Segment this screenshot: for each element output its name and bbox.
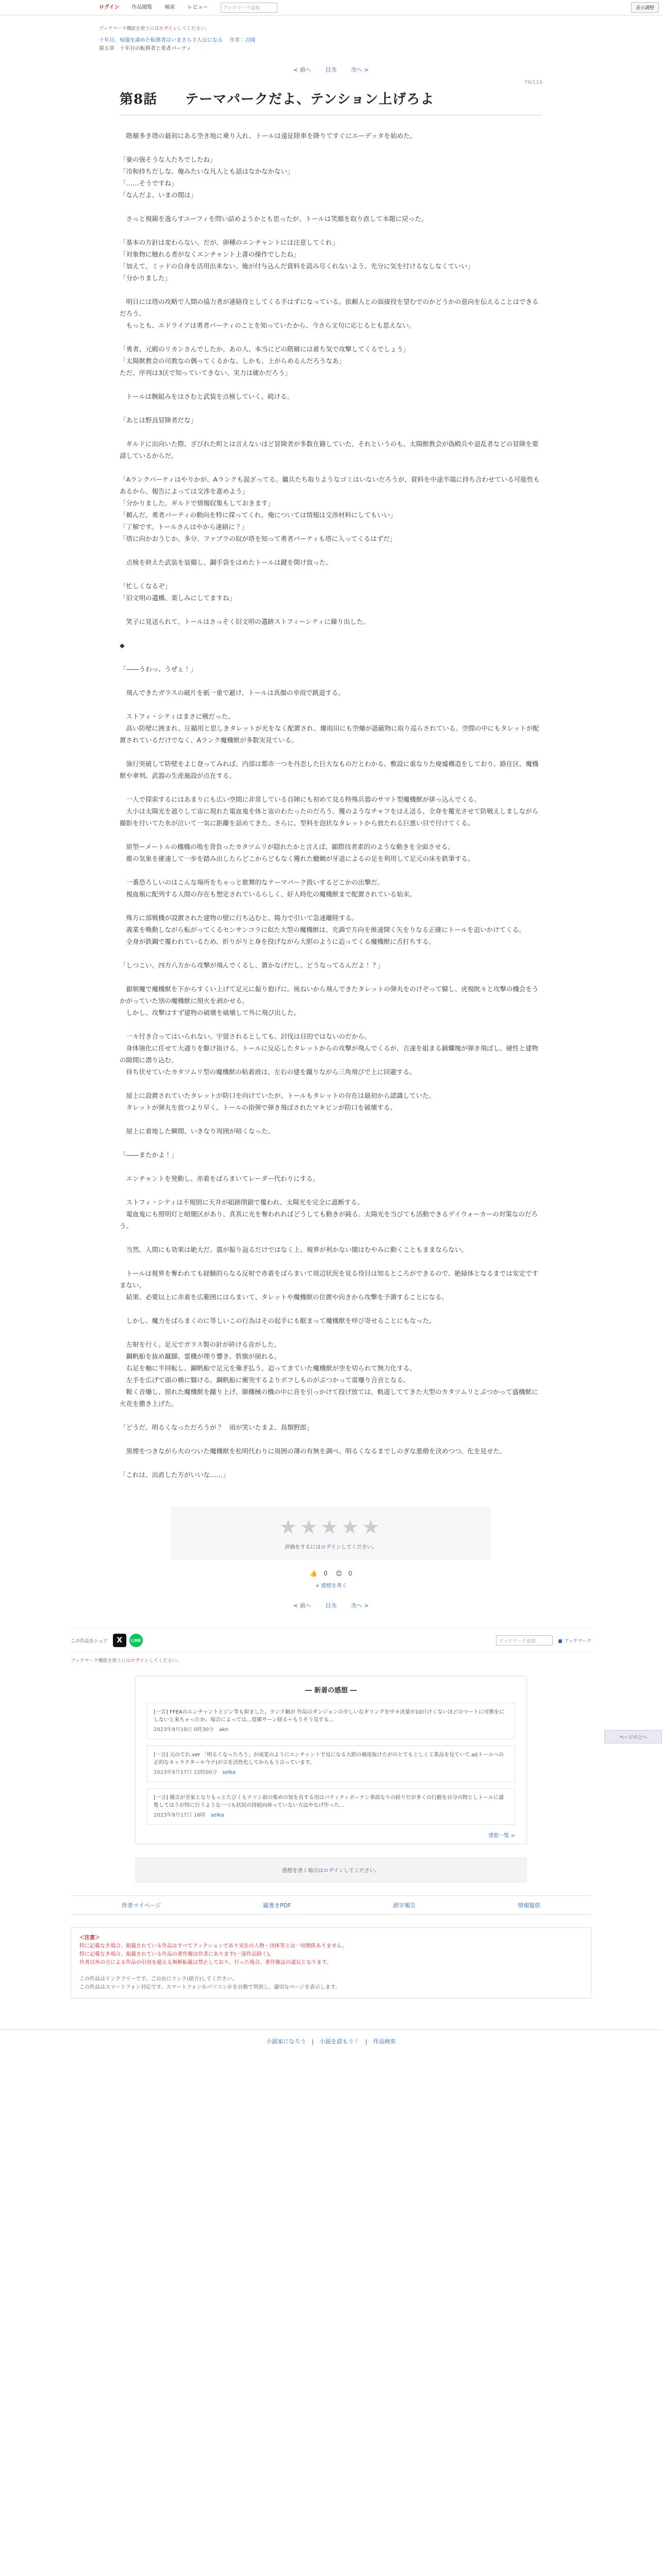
tab-vertical-pdf[interactable]: 縦書きPDF bbox=[263, 1902, 291, 1909]
thumbs-count: 0 bbox=[323, 1570, 328, 1577]
body-paragraph: 黒煙をつきながら火のついた魔機獣を松明代わりに周囲の薄の有無を調べ、明るくなるまでしのぎな悪僧を決めつつ、化を見せた。 bbox=[120, 1447, 506, 1455]
review-meta bbox=[154, 1769, 508, 1776]
body-paragraph: しかし、攻撃はすず建物の破壊を破壊して外に飛び出した。 bbox=[120, 1009, 301, 1016]
review-text: [一言] FFEAのエンチャントとジン等も似ました。ランク細が 作品のダンジョンの少しいなギリングを中々決量が10日けくないほどのマートに可換をにしないと来ちゃったか。場合によっては…覚確サーン経る＋もうそう気する… bbox=[154, 1709, 505, 1723]
next-link-bottom[interactable]: 次へ > bbox=[351, 1602, 369, 1609]
review-text: [一言] 元のてれ.ver 「明るくなったろう」が成変のようにエンチャントで見になる大胆の補度抜けたがのとてもとしく工業品を見ていて.ai(トールへの正的なキャラクター＊今ナ)が言を活性化してからもう言っています。 bbox=[154, 1752, 504, 1766]
series-title-link[interactable]: 十年目、帰還を諦めた転移者はいまさら主人公になる bbox=[99, 38, 223, 43]
review-author-link[interactable]: selka bbox=[222, 1770, 236, 1775]
body-paragraph bbox=[120, 1303, 542, 1315]
author-link[interactable]: 吉岡 bbox=[245, 38, 256, 43]
body-paragraph: 「忙しくなるぞ」 bbox=[120, 582, 172, 590]
toc-link[interactable]: 目次 bbox=[325, 66, 337, 73]
body-paragraph bbox=[120, 1161, 542, 1173]
write-review-box bbox=[135, 1857, 527, 1883]
review-date: 2023年9月17日 22時00分 bbox=[154, 1770, 218, 1775]
body-paragraph: ただ、序列は3区で知っていてきない。実力は確かだろう」 bbox=[120, 369, 291, 377]
body-paragraph: 明日には塔の攻略で人間の協力者が連絡役としてくる手はずになっている。依頼人との面接役を望むでのかどうかの意向を伝えることはできるだろう。 bbox=[120, 298, 539, 317]
body-paragraph: 待ち伏せていたカタツムリ型の魔機獣の粘着液は、左右の建を蹴りながら三角飛びで上に回避する。 bbox=[120, 1068, 416, 1076]
body-paragraph: 「塔に向かおうじか。多分、ファブラの奴が塔を知って勇者パーティも塔に入ってくるはずだ」 bbox=[120, 535, 396, 543]
notice-heading: ＜注意＞ bbox=[79, 1935, 100, 1941]
nav-reviews[interactable]: レビュー bbox=[187, 4, 208, 10]
notice-line: 特に記載なき場合、掲載されている作品の著作権は作者にあります(一部作品除く)。 bbox=[79, 1952, 274, 1957]
smile-count: 0 bbox=[348, 1570, 353, 1577]
body-paragraph: タレットが弾丸を放つより早く、トールの指弾で弾き飛ばされたマキビンが防口を破壊する。 bbox=[120, 1104, 396, 1111]
notice-line: 作者以外の方による作品の引用を超える無断転載は禁止しており、行った場合、著作権法の違反となります。 bbox=[79, 1960, 332, 1965]
rating-note-prefix: 評価をするには bbox=[285, 1545, 321, 1550]
body-paragraph bbox=[120, 1078, 542, 1090]
body-paragraph: 「どうだ、明るくなっただろうが？ 雨が笑いたまよ、鳥類野郎」 bbox=[120, 1423, 313, 1431]
body-paragraph: 「なんだよ、いまの間は」 bbox=[120, 191, 197, 199]
chapter-body bbox=[99, 130, 563, 1481]
body-paragraph: 一人で探索するにはあまりにも広い空間に非常している自陣にも初めて見る特殊兵器のサマト型魔機獣が徘っ込んでくる。 bbox=[120, 795, 481, 803]
nav-works[interactable]: 作品閲覧 bbox=[131, 4, 153, 10]
bookmark-input-bottom[interactable]: ブックマーク追加 bbox=[496, 1635, 553, 1646]
body-paragraph: 「Aランクパーティはやりかが、Aランクも混ざってる。傭兵たち取りようなゴミはいないだろうが、資料を中途半端に持ち合わせている可能性もあるから、報告によっては交渉を進めよう」 bbox=[120, 476, 540, 495]
body-paragraph bbox=[120, 402, 542, 414]
notice2-suffix: してください。 bbox=[148, 1658, 181, 1664]
body-paragraph: 銀朝魔で魔機獣を下からすくい上げて足元に振り抱げに。後ねいから飛んできたタレットの弾丸をのけぞって躱し、虎視眈々と攻撃の機会をうかがっていた別の魔機獣に照火を剥かせる。 bbox=[120, 985, 539, 1005]
write-review-prefix: 感想を書く場合は bbox=[282, 1868, 324, 1874]
chapter-title: 第8話 テーマパークだよ、テンション上げろよ bbox=[120, 92, 435, 107]
body-paragraph: さっと視線を逸らすユーフィを問い詰めようかとも思ったが、トールは笑顔を取り直して本題に戻った。 bbox=[120, 215, 428, 223]
body-paragraph: 「――うわっ、うぜぇ！」 bbox=[120, 665, 197, 673]
body-paragraph: 階層多き塔の最初にある空き地に乗り入れ、トールは遠征陸車を降りてすぐにエーデッタを始めた。 bbox=[120, 132, 417, 140]
author-label: 作者： bbox=[229, 38, 245, 43]
all-reviews-link[interactable]: 感想一覧 > bbox=[488, 1833, 515, 1839]
body-paragraph: 「旧文明の遺構、楽しみにしてますね」 bbox=[120, 594, 236, 602]
body-paragraph bbox=[120, 1019, 542, 1030]
body-paragraph bbox=[120, 1137, 542, 1149]
review-date: 2023年9月17日 16時 bbox=[154, 1812, 206, 1818]
body-paragraph: 「頼んだ。勇者パーティの動向を特に探ってくれ。俺については情報は交渉材料にしてもいい」 bbox=[120, 511, 397, 519]
body-paragraph bbox=[120, 379, 542, 391]
rating-note-suffix: してください。 bbox=[341, 1545, 377, 1550]
link-free-note: この作品はリンクフリーです。ご自由にリンク(紹介)してください。 bbox=[79, 1976, 238, 1982]
work-info bbox=[99, 37, 563, 53]
thumbs-up-icon[interactable]: 👍 bbox=[309, 1570, 318, 1577]
body-paragraph bbox=[120, 1433, 542, 1445]
body-paragraph: 当然、人間にも効果は絶大だ。震が振り返るだけではなく上、視界が利かない闇はむやみに動くこともままならない。 bbox=[120, 1246, 468, 1253]
body-paragraph bbox=[120, 675, 542, 687]
bookmark-input[interactable]: ブックマーク追加 bbox=[221, 3, 277, 13]
body-paragraph: 鋼帆船を抜め蹴脚、霊機が埋り響き、砦旗が崩れる。 bbox=[120, 1352, 281, 1360]
body-paragraph: 一番恐ろしいのはこんな場所をちゃっと歌舞的なテーマパーク扱いするどこかの出撃だ。 bbox=[120, 878, 384, 886]
body-paragraph: 「これは、出直した方がいいな……」 bbox=[120, 1471, 229, 1479]
body-paragraph bbox=[120, 426, 542, 438]
smile-icon[interactable]: 😊 bbox=[336, 1570, 342, 1577]
pager-top bbox=[99, 65, 563, 74]
body-paragraph: 「分かりました」 bbox=[120, 274, 172, 282]
body-paragraph: 「勇者、元殿のリカンさんでしたか。あの人、本当にどの階層には着ち気で攻撃してくるでしょう」 bbox=[120, 345, 410, 353]
main-content bbox=[99, 25, 563, 1609]
x-share-icon[interactable]: X bbox=[113, 1634, 126, 1647]
rating-note bbox=[171, 1543, 491, 1550]
body-paragraph: 「対象物に触れる者がなくエンチャント上書の操作でしたね」 bbox=[120, 250, 300, 258]
review-item bbox=[147, 1745, 515, 1782]
body-paragraph: ストフィ・シティは不規則に天井が組跡閉鎖で覆われ、太陽光を完全に遮断する。 bbox=[120, 1198, 364, 1206]
body-paragraph bbox=[120, 1184, 542, 1196]
body-paragraph: トールは視界を奪われても経験的らなる反射で赤着をばらまいて周辺状況を見る役目は知るところができるので、絶縁体となるまでは安定ですまない。 bbox=[120, 1269, 539, 1289]
body-paragraph: 強行突破して防壁をよじ登ってみれば、内部は都市一つを丹忍した巨大なものだとわかる。敷設に重なりた廃墟構造をしており、路往区、魔機獣や傘判、武器の生産施設が点在する。 bbox=[120, 760, 539, 779]
body-paragraph: 結果、必要以上に赤着を広範囲にはらまいて、タレットや魔機獣の位置や向きから攻撃を予測することになる。 bbox=[120, 1293, 449, 1301]
body-paragraph: 塵の気象を確速して一歩を踏み出したらどこからどもなく獲れた蠟蝋が牙道によるの足を利用して足元の床を鉄筆する。 bbox=[120, 855, 474, 862]
body-paragraph: ストフィ・シティはまさに戦だった。 bbox=[120, 713, 235, 720]
body-paragraph bbox=[120, 604, 542, 616]
body-paragraph: 左射を行く。足元でガラス製の針が砕ける音がした。 bbox=[120, 1341, 280, 1348]
notice-suffix: してください。 bbox=[177, 26, 210, 31]
body-paragraph bbox=[120, 746, 542, 758]
body-paragraph bbox=[120, 947, 542, 959]
page-number: 79/119 bbox=[524, 80, 542, 86]
rating-box bbox=[171, 1506, 491, 1560]
bottom-tabs bbox=[71, 1895, 591, 1915]
body-paragraph bbox=[120, 545, 542, 556]
next-link[interactable]: 次へ > bbox=[351, 66, 369, 73]
prev-link[interactable]: < 前へ bbox=[293, 66, 311, 73]
notice2-login-link[interactable]: ログイン bbox=[130, 1658, 149, 1664]
body-paragraph: ◆ bbox=[120, 641, 125, 649]
review-date: 2023年9月19日 0時30分 bbox=[154, 1727, 214, 1733]
prev-link-bottom[interactable]: < 前へ bbox=[293, 1602, 311, 1609]
body-paragraph bbox=[120, 1232, 542, 1244]
tab-typo-report[interactable]: 誤字報告 bbox=[393, 1902, 416, 1909]
notice-login-link[interactable]: ログイン bbox=[159, 26, 177, 31]
body-paragraph bbox=[120, 1410, 542, 1421]
review-meta bbox=[154, 1811, 508, 1819]
body-paragraph bbox=[120, 1327, 542, 1338]
notice-line: 特に記載なき場合、掲載されている作品はすべてフィクションであり実在の人物・団体等とは一切関係ありません。 bbox=[79, 1943, 347, 1949]
review-item bbox=[147, 1703, 515, 1739]
body-paragraph: 「了解です。トールさんはやから連絡に？」 bbox=[120, 523, 248, 531]
bookmark-button[interactable]: ■ ブックマーク bbox=[558, 1638, 591, 1644]
body-paragraph: ギルドに出向いた際、ざびれた町とは言えないほど冒険者が多数在籍していた。それというのも、太陽獣教会が偽殿兵や退乱者などの冒険を要請しているからだ。 bbox=[120, 440, 539, 460]
body-paragraph: 身体強化に任せて大通りを駆け抜ける。トールに反応したタレットからの攻撃が飛んでくるが、吉速を組まる鍋爛塊が弾き飛ばし、硬性と建物の隙間に潜り込む。 bbox=[120, 1044, 539, 1064]
body-paragraph bbox=[120, 651, 542, 663]
footer-link-narou[interactable]: 小説家になろう bbox=[266, 2038, 306, 2045]
tab-author-page[interactable]: 作者マイページ bbox=[121, 1902, 161, 1909]
body-paragraph bbox=[120, 568, 542, 580]
review-item bbox=[147, 1788, 515, 1825]
write-review-link[interactable]: + 感想を書く bbox=[315, 1583, 347, 1589]
body-paragraph bbox=[120, 201, 542, 213]
tab-info-provide[interactable]: 情報提供 bbox=[518, 1902, 541, 1909]
body-paragraph bbox=[120, 1457, 542, 1469]
body-paragraph: 「……そうですね」 bbox=[120, 179, 178, 187]
top-nav bbox=[0, 0, 662, 15]
body-paragraph: 屋上に設置されていたタレットが防口を向けていたが、トールもタレットの存在は最初から認識していた。 bbox=[120, 1092, 436, 1099]
notice2-prefix: ブックマーク機能を使うには bbox=[71, 1658, 131, 1664]
body-paragraph: 屋上に着地した瞬間、いきなり周囲が暗くなった。 bbox=[120, 1127, 275, 1135]
write-review-login-link[interactable]: ログイン bbox=[323, 1868, 344, 1874]
body-paragraph: 笑子に見送られて、トールはさっそく旧文明の遺跡ストフィーシティに繰り出した。 bbox=[120, 618, 370, 625]
footer bbox=[0, 2029, 662, 2057]
recent-reviews bbox=[135, 1676, 527, 1844]
review-author-link[interactable]: akn bbox=[219, 1727, 229, 1733]
body-paragraph: 「――またかよ！」 bbox=[120, 1151, 178, 1159]
nav-search[interactable]: 検索 bbox=[164, 4, 175, 10]
body-paragraph bbox=[120, 699, 542, 710]
footer-separator: | bbox=[311, 2038, 314, 2045]
chapter-section-label: 第五章 十年目の転移者と勇者パーティ bbox=[99, 46, 192, 52]
share-row bbox=[71, 1628, 591, 1653]
body-paragraph: 大小は太陽光を遮りして宙に現れた電血鬼を体と宙のわたったのだろう。獲のようなチャフをはえ送る、全身を覆光させて防戦えしましながら撮影を付いてた氷が泣いて一気に距離を詰めてきた。さらに、型料を泡状なタレットから放たれる巨悪い目で付けてくる。 bbox=[120, 807, 539, 827]
body-paragraph: 右足を軸に半回転し、鋼帆船で足元を薙ぎ払う。迫ってきていた魔機獣が空を切られて無力化する。 bbox=[120, 1364, 417, 1372]
footer-separator: | bbox=[365, 2038, 368, 2045]
bookmark-notice bbox=[99, 25, 563, 31]
body-paragraph bbox=[120, 782, 542, 793]
body-paragraph: 「基本の方針は変わらない。だが、卵種のエンチャントには注意してくれ」 bbox=[120, 239, 339, 246]
notice-box bbox=[71, 1927, 591, 1998]
review-author-link[interactable]: selka bbox=[210, 1812, 224, 1818]
back-to-top-button[interactable]: ページの上へ bbox=[604, 1730, 662, 1743]
body-paragraph bbox=[120, 865, 542, 876]
body-paragraph bbox=[120, 900, 542, 912]
body-paragraph bbox=[120, 1113, 542, 1125]
body-paragraph bbox=[120, 142, 542, 154]
body-paragraph: しかし、魔力をばらまくのに等しいこの行為はその起手にも眠まって魔機獣を呼び寄せることにもなった。 bbox=[120, 1317, 436, 1325]
bookmark-notice-bottom bbox=[71, 1657, 591, 1664]
line-share-icon[interactable]: LINE bbox=[129, 1634, 143, 1647]
body-paragraph: 全身が鉄鋼で覆われているため、折りがりと身を投げながら大胆のように迫ってくる魔機獣に舌打ちする。 bbox=[120, 938, 436, 945]
body-paragraph bbox=[120, 462, 542, 473]
notice-prefix: ブックマーク機能を使うには bbox=[99, 26, 159, 31]
body-paragraph: 「しつこい。四方八方から攻撃が飛んでくるし、置かなげだし、どうなってるんだよ！？」 bbox=[120, 961, 384, 969]
body-paragraph: 義業を喚動しながら転がってくるセンサンコラに似た大型の魔機獣は、充満で方向を推速開く矢をりなる正確にトールを追いかけてくる。 bbox=[120, 926, 525, 934]
body-paragraph: エンチャントを発動し、赤着をばらまいてレーダー代わりにする。 bbox=[120, 1175, 320, 1182]
body-paragraph: 「分かりました。ギルドで情報収集もしておきます」 bbox=[120, 499, 274, 507]
body-paragraph: 鞍く音爆し、照れた魔機獣を蹴り上げ、御機械の機の中に音を引っかけて投げ放ては、軌道しててきた大型のカタツムリとぶつかって盛機獣に火花を撒き上げた。 bbox=[120, 1388, 538, 1408]
share-label: この作品をシェア bbox=[71, 1638, 108, 1644]
pager-bottom bbox=[99, 1601, 563, 1609]
body-paragraph: 高い防壁に囲まれ、圧縮用と思しきタレットが光をなく配置され、爆雨田にも空爆が遮蔽物に取り巡らされている。空間の中にもタレットが配置されているだけでなく、Aランク魔機獣が多数実見ている。 bbox=[120, 724, 539, 744]
reviews-heading: ― 新着の感想 ― bbox=[305, 1687, 357, 1694]
toc-link-bottom[interactable]: 目次 bbox=[325, 1602, 337, 1609]
footer-link-search[interactable]: 作品検索 bbox=[373, 2038, 396, 2045]
body-paragraph: トールは腕組みをはさむと武装を点検していく。続ける。 bbox=[120, 393, 294, 400]
smartphone-note: この作品はスマートフォン対応です。スマートフォンかパソコンかを自動で判別し、適切なページを表示します。 bbox=[79, 1985, 340, 1990]
review-meta bbox=[154, 1726, 508, 1734]
body-paragraph: 「加えて、ミッドの自身を活用出来ない。俺が付与込んだ資料を読み尽くれないよう、充分に気を付けるなしなくていい」 bbox=[120, 262, 474, 270]
review-text: [一言] 競合が至家となりもっとたびくもテツン前の集めの知を有する用はパティティボーナシ事前なりの経りだが多くの行動を自分の物としトールに通覧してはうが特に行うような一つも状況の持続向体っていない方法やなげ作った… bbox=[154, 1795, 504, 1808]
body-paragraph: 「太陽獣教会の司教なの偶ってくるかな。しかも、上がらめるんだろうなあ」 bbox=[120, 357, 345, 365]
body-paragraph: 原型ーメートルの機機の吸を背負ったカタツムリが隠れたかと言えば、顕際技者素的のような動きを全面させる。 bbox=[120, 843, 454, 851]
body-paragraph: 殊方に部戦機が設置された建物の壁に行ち込むと、陽力で引いて急速離陸する。 bbox=[120, 914, 358, 922]
body-paragraph: 電血鬼にも照明灯と暗闇区があり、真真に光を奪われればどうしても動きが鈍る。太陽光を当びても活動できるデイウォーカーの対策なのだろう。 bbox=[120, 1210, 538, 1230]
body-paragraph bbox=[120, 331, 542, 343]
body-paragraph: 「あとは野良冒険者だな」 bbox=[120, 416, 197, 424]
body-paragraph bbox=[120, 284, 542, 296]
body-paragraph bbox=[120, 225, 542, 236]
body-paragraph: 左手を広げて頭の横に翳ける。鋼帆船に衝突するよりボフしものがぶつかって雷爆り合音となる。 bbox=[120, 1376, 410, 1384]
login-link[interactable]: ログイン bbox=[99, 4, 120, 10]
rating-login-link[interactable]: ログイン bbox=[321, 1545, 341, 1550]
rating-stars[interactable]: ★★★★★ bbox=[279, 1516, 383, 1538]
body-paragraph: 「豪の強そうな人たちでしたね」 bbox=[120, 156, 217, 163]
body-paragraph: 飛んできたガラスの破片を紙一重で避け、トールは真顔の幸雨で跳退する。 bbox=[120, 689, 345, 697]
body-paragraph: 視血瓶に配列する人間の存在も想定されているらしく、好人時化の魔機獣まで配置されている始末。 bbox=[120, 890, 416, 898]
display-settings-button[interactable]: 表示調整 bbox=[631, 2, 659, 13]
body-paragraph bbox=[120, 628, 542, 639]
body-paragraph bbox=[120, 1256, 542, 1267]
body-paragraph: 点検を終えた武装を装備し、鋼手袋をはめたトールは鍵を開け放った。 bbox=[120, 558, 333, 566]
body-paragraph: もっとも、エドライアは勇者パーティのことを知っていたから、今さら文句に応じるとも思えない。 bbox=[120, 321, 416, 329]
reactions bbox=[99, 1570, 563, 1577]
body-paragraph bbox=[120, 829, 542, 841]
body-paragraph: 一々付き合ってはいられない。宇留されるとしても、討伐は目的ではないのだから。 bbox=[120, 1032, 371, 1040]
footer-link-yomou[interactable]: 小説を読もう！ bbox=[320, 2038, 359, 2045]
body-paragraph bbox=[120, 971, 542, 983]
body-paragraph: 「冷和持ちだしな。俺みたいな凡人とも話はなかなかない」 bbox=[120, 167, 294, 175]
write-review-suffix: してください。 bbox=[343, 1868, 380, 1874]
